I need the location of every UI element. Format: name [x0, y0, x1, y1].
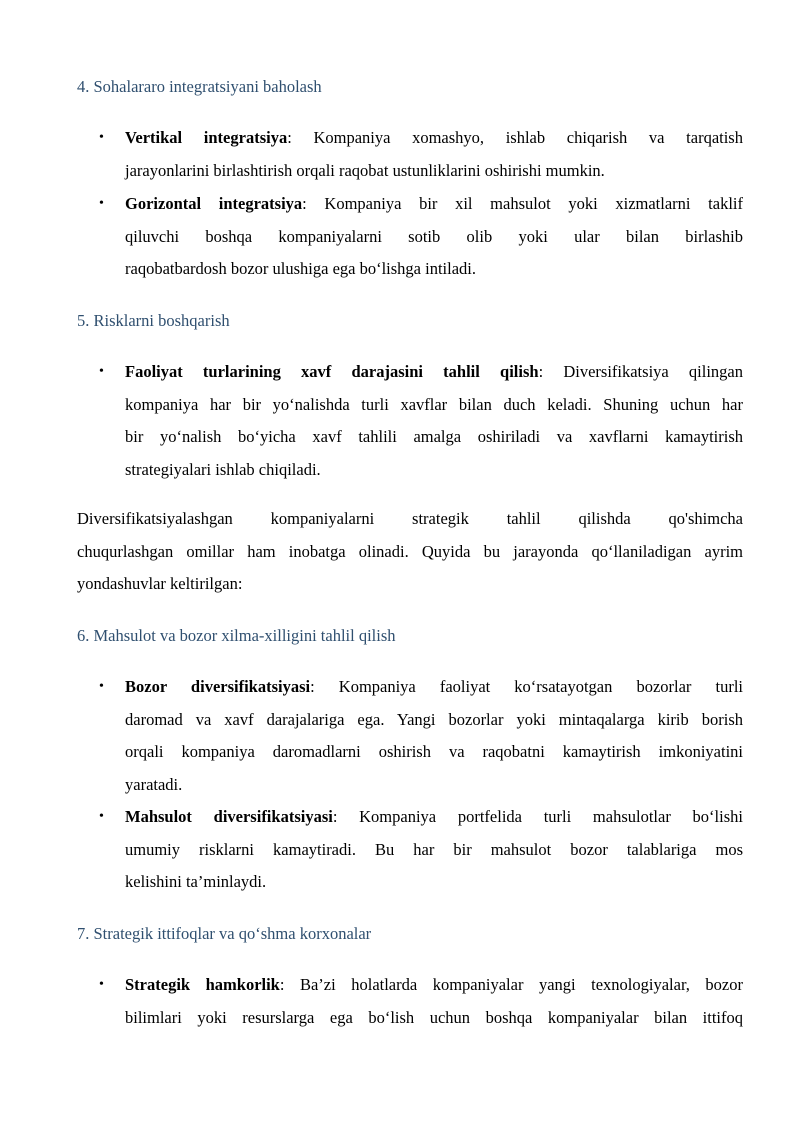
list-item-text: Bozor diversifikatsiyasi: Kompaniya faoliyat ko‘rsatayotgan bozorlar turli daromad va xavf darajalariga ega. Yangi bozorlar yoki mintaqalarga kirib borish orqali kompaniya daromadlarni oshirish va raqobatni kamaytirish imkoniyatini yaratadi. — [125, 677, 743, 795]
list-item-text: Strategik hamkorlik: Ba’zi holatlarda kompaniyalar yangi texnologiyalar, bozor bilimlari yoki resurslarga ega bo‘lish uchun boshqa kompaniyalar bilan ittifoq — [125, 975, 744, 1027]
section-heading: 7. Strategik ittifoqlar va qo‘shma korxonalar — [77, 924, 372, 943]
term: Faoliyat turlarining xavf darajasini tahlil qilish — [125, 362, 539, 381]
body-paragraph: Diversifikatsiyalashgan kompaniyalarni strategik tahlil qilishda qo'shimcha chuqurlashgan omillar ham inobatga olinadi. Quyida bu jarayonda qo‘llaniladigan ayrim yondashuvlar keltirilgan: — [77, 509, 743, 594]
list-item-text: Vertikal integratsiya: Kompaniya xomashyo, ishlab chiqarish va tarqatish jarayonlarini birlashtirish orqali raqobat ustunliklarini oshirishi mumkin. — [125, 128, 743, 180]
list-item-text: Faoliyat turlarining xavf darajasini tahlil qilish: Diversifikatsiya qilingan kompaniya har bir yo‘nalishda turli xavflar bilan duch keladi. Shuning uchun har bir yo‘nalish bo‘yicha xavf tahlili amalga oshiriladi va xavflarni kamaytirish strategiyalari ishlab chiqiladi. — [125, 362, 743, 480]
term: Mahsulot diversifikatsiyasi — [125, 807, 333, 826]
term: Bozor diversifikatsiyasi — [125, 677, 311, 696]
bullet: • — [99, 196, 104, 211]
bullet: • — [99, 809, 104, 824]
bullet: • — [99, 679, 104, 694]
term: Strategik hamkorlik — [125, 975, 280, 994]
bullet: • — [99, 977, 104, 992]
section-heading: 6. Mahsulot va bozor xilma-xilligini tahlil qilish — [77, 626, 396, 645]
bullet: • — [99, 364, 104, 379]
list-item-text: Gorizontal integratsiya: Kompaniya bir xil mahsulot yoki xizmatlarni taklif qiluvchi boshqa kompaniyalarni sotib olib yoki ular bilan birlashib raqobatbardosh bozor ulushiga ega bo‘lishga intiladi. — [125, 194, 743, 279]
section-heading: 5. Risklarni boshqarish — [77, 311, 230, 330]
term: Gorizontal integratsiya — [125, 194, 303, 213]
bullet: • — [99, 130, 104, 145]
section-heading: 4. Sohalararo integratsiyani baholash — [77, 77, 322, 96]
term: Vertikal integratsiya — [125, 128, 288, 147]
list-item-text: Mahsulot diversifikatsiyasi: Kompaniya portfelida turli mahsulotlar bo‘lishi umumiy risklarni kamaytiradi. Bu har bir mahsulot bozor talablariga mos kelishini ta’minlaydi. — [125, 807, 743, 892]
